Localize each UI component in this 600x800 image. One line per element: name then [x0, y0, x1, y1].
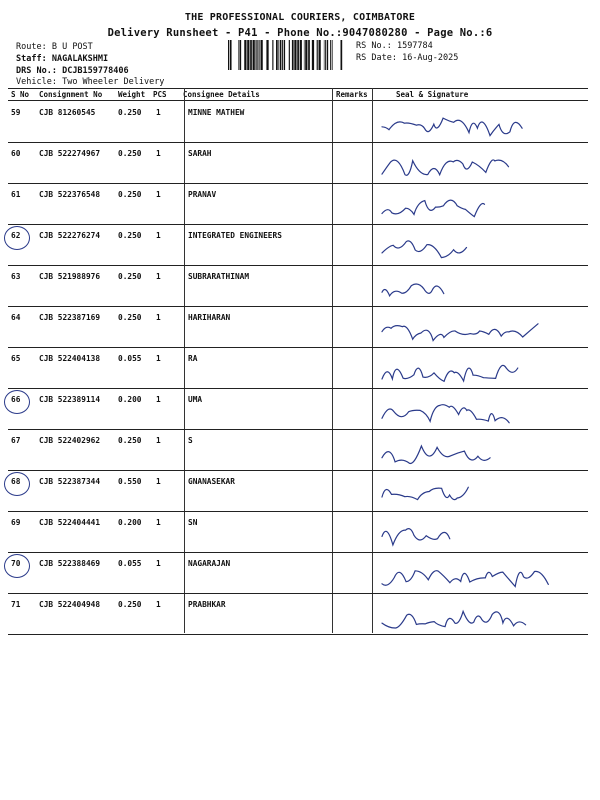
route-line [16, 42, 93, 52]
cell-consignee: PRABHKAR [188, 600, 226, 609]
handwritten-signature [376, 432, 556, 472]
staff-value: NAGALAKSHMI [51, 54, 109, 64]
handwritten-signature [376, 473, 556, 513]
table-row [8, 307, 588, 348]
handwritten-signature [376, 555, 556, 595]
cell-consignee: GNANASEKAR [188, 477, 235, 486]
cell-sno: 62 [11, 231, 21, 240]
vehicle-value: Two Wheeler Delivery [62, 77, 165, 87]
table-row [8, 266, 588, 307]
cell-consignee: SARAH [188, 149, 212, 158]
cell-sno: 68 [11, 477, 21, 486]
cell-consignee: SUBRARATHINAM [188, 272, 250, 281]
cell-weight: 0.550 [118, 477, 142, 486]
cell-sno: 61 [11, 190, 21, 199]
cell-weight: 0.250 [118, 313, 142, 322]
handwritten-signature [376, 104, 556, 144]
cell-pcs: 1 [156, 477, 161, 486]
cell-weight: 0.250 [118, 149, 142, 158]
cell-weight: 0.055 [118, 354, 142, 363]
handwritten-signature [376, 186, 556, 226]
col-header-weight: Weight [118, 90, 146, 99]
cell-sno: 65 [11, 354, 21, 363]
handwritten-signature [376, 350, 556, 390]
cell-pcs: 1 [156, 559, 161, 568]
table-row [8, 594, 588, 635]
cell-sno: 71 [11, 600, 21, 609]
col-header-signature: Seal & Signature [396, 90, 469, 99]
col-header-consignment: Consignment No [39, 90, 103, 99]
cell-sno: 64 [11, 313, 21, 322]
cell-pcs: 1 [156, 395, 161, 404]
cell-weight: 0.200 [118, 395, 142, 404]
table-row [8, 102, 588, 143]
vehicle-line [16, 77, 164, 87]
cell-sno: 59 [11, 108, 21, 117]
cell-weight: 0.250 [118, 190, 142, 199]
cell-sno: 60 [11, 149, 21, 158]
cell-weight: 0.250 [118, 436, 142, 445]
cell-consignee: INTEGRATED ENGINEERS [188, 231, 282, 240]
staff-line [16, 54, 108, 64]
handwritten-signature [376, 268, 556, 308]
cell-consignment: CJB 522388469 [39, 559, 101, 568]
cell-consignee: HARIHARAN [188, 313, 231, 322]
cell-consignee: UMA [188, 395, 203, 404]
table-row [8, 471, 588, 512]
staff-label: Staff: [16, 54, 47, 64]
rs-date-line [356, 53, 458, 63]
cell-pcs: 1 [156, 108, 161, 117]
handwritten-signature [376, 145, 556, 185]
pen-circle-mark [4, 390, 30, 414]
cell-pcs: 1 [156, 354, 161, 363]
cell-consignee: PRANAV [188, 190, 217, 199]
table-top-rule [8, 88, 588, 89]
cell-consignment: CJB 81260545 [39, 108, 96, 117]
cell-consignee: SN [188, 518, 198, 527]
pen-circle-mark [4, 226, 30, 250]
cell-consignee: MINNE MATHEW [188, 108, 245, 117]
vehicle-label: Vehicle: [16, 77, 57, 87]
cell-consignment: CJB 522404441 [39, 518, 101, 527]
cell-consignment: CJB 522404138 [39, 354, 101, 363]
handwritten-signature [376, 514, 556, 554]
cell-weight: 0.250 [118, 108, 142, 117]
col-header-consignee: Consignee Details [183, 90, 260, 99]
row-rule [8, 634, 588, 635]
table-header-rule [8, 100, 588, 101]
rs-date-label: RS Date: [356, 53, 397, 63]
col-header-remarks: Remarks [336, 90, 368, 99]
cell-consignment: CJB 521988976 [39, 272, 101, 281]
cell-consignee: S [188, 436, 193, 445]
cell-consignment: CJB 522402962 [39, 436, 101, 445]
table-row [8, 512, 588, 553]
cell-pcs: 1 [156, 518, 161, 527]
cell-pcs: 1 [156, 272, 161, 281]
rs-date-value: 16-Aug-2025 [402, 53, 459, 63]
route-label: Route: [16, 42, 47, 52]
table-row [8, 553, 588, 594]
cell-consignment: CJB 522389114 [39, 395, 101, 404]
drs-value: DCJB159778406 [62, 66, 129, 76]
cell-pcs: 1 [156, 600, 161, 609]
cell-sno: 67 [11, 436, 21, 445]
drs-label: DRS No.: [16, 66, 57, 76]
cell-pcs: 1 [156, 313, 161, 322]
table-row [8, 430, 588, 471]
cell-weight: 0.250 [118, 272, 142, 281]
drs-line [16, 66, 129, 76]
pen-circle-mark [4, 554, 30, 578]
cell-pcs: 1 [156, 149, 161, 158]
cell-sno: 63 [11, 272, 21, 281]
cell-consignment: CJB 522387169 [39, 313, 101, 322]
cell-consignment: CJB 522274967 [39, 149, 101, 158]
handwritten-signature [376, 309, 556, 349]
cell-weight: 0.200 [118, 518, 142, 527]
handwritten-signature [376, 596, 556, 636]
table-row [8, 225, 588, 266]
company-title: THE PROFESSIONAL COURIERS, COIMBATORE [184, 12, 416, 23]
cell-pcs: 1 [156, 231, 161, 240]
cell-sno: 66 [11, 395, 21, 404]
cell-weight: 0.055 [118, 559, 142, 568]
cell-pcs: 1 [156, 436, 161, 445]
handwritten-signature [376, 227, 556, 267]
cell-consignment: CJB 522387344 [39, 477, 101, 486]
runsheet-title: Delivery Runsheet - P41 - Phone No.:9047080280 - Page No.:6 [107, 27, 493, 39]
cell-consignment: CJB 522276274 [39, 231, 101, 240]
table-row [8, 184, 588, 225]
cell-weight: 0.250 [118, 600, 142, 609]
table-row [8, 143, 588, 184]
handwritten-signature [376, 391, 556, 431]
cell-sno: 69 [11, 518, 21, 527]
rs-no-line [356, 41, 433, 51]
barcode-image [228, 40, 350, 70]
cell-consignment: CJB 522376548 [39, 190, 101, 199]
cell-consignment: CJB 522404948 [39, 600, 101, 609]
cell-pcs: 1 [156, 190, 161, 199]
route-value: B U POST [51, 42, 93, 52]
rs-no-label: RS No.: [356, 41, 392, 51]
table-row [8, 389, 588, 430]
cell-weight: 0.250 [118, 231, 142, 240]
cell-consignee: RA [188, 354, 198, 363]
table-row [8, 348, 588, 389]
col-header-sno: S No [11, 90, 30, 99]
cell-consignee: NAGARAJAN [188, 559, 231, 568]
pen-circle-mark [4, 472, 30, 496]
rs-no-value: 1597784 [396, 41, 433, 51]
col-header-pcs: PCS [153, 90, 167, 99]
cell-sno: 70 [11, 559, 21, 568]
